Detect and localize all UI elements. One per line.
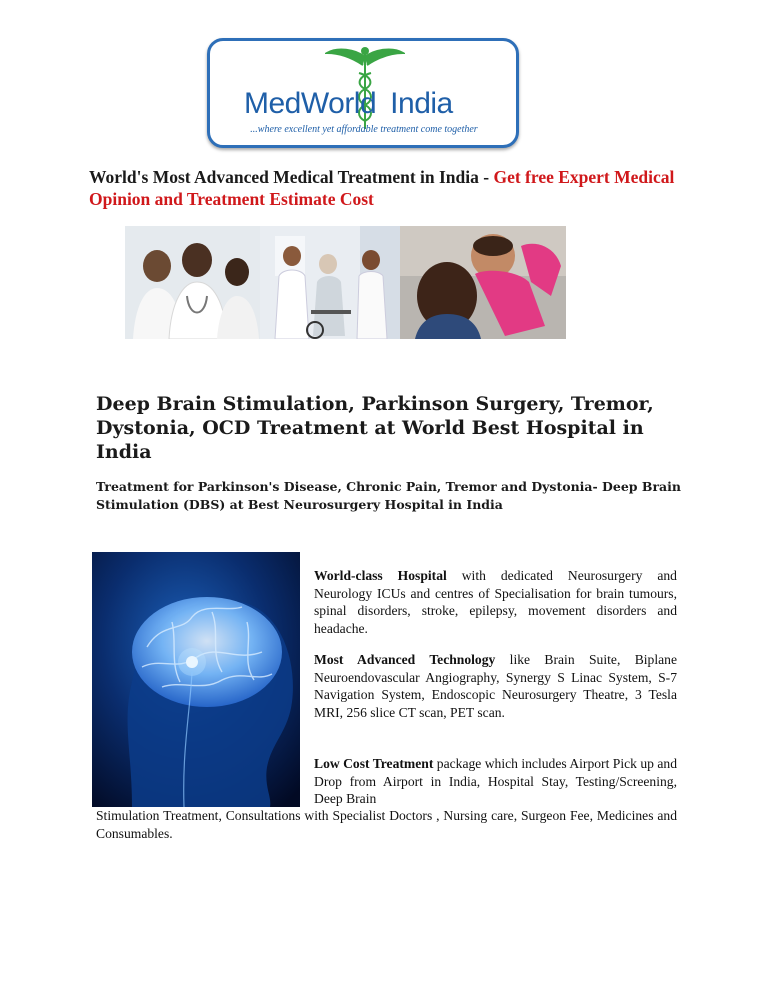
page-title: Deep Brain Stimulation, Parkinson Surgery, Tremor, Dystonia, OCD Treatment at World Best Hospital in India	[96, 393, 654, 463]
feature-lead: Most Advanced Technology	[314, 652, 496, 667]
page-headline	[89, 166, 689, 210]
feature-text: with dedicated Neurosurgery and Neurology ICUs and centres of Specialisation for brain tumours, spinal disorders, stroke, epilepsy, movement disorders and headache.	[314, 568, 677, 636]
doctors-patients-photo-strip	[125, 226, 566, 339]
feature-low-cost-treatment	[314, 755, 677, 808]
feature-advanced-technology	[314, 651, 677, 721]
brain-scan-image	[92, 552, 300, 807]
logo-tagline: ...where excellent yet affordable treatment come together	[250, 124, 478, 135]
page-subtitle: Treatment for Parkinson's Disease, Chronic Pain, Tremor and Dystonia- Deep Brain Stimulation (DBS) at Best Neurosurgery Hospital in India	[96, 479, 681, 512]
headline-dark-text: World's Most Advanced Medical Treatment in India -	[89, 167, 494, 187]
patient-care-photo	[260, 226, 400, 339]
medworld-logo	[207, 38, 519, 148]
feature-lead: Low Cost Treatment	[314, 756, 434, 771]
feature-lead: World-class Hospital	[314, 568, 447, 583]
feature-low-cost-continuation: Stimulation Treatment, Consultations with Specialist Doctors , Nursing care, Surgeon Fee, Medicines and Consumables.	[96, 808, 677, 841]
father-baby-photo	[400, 226, 566, 339]
headline-red-text: Get free Expert Medical Opinion and Treatment Estimate Cost	[89, 167, 675, 209]
feature-text: package which includes Airport Pick up and Drop from Airport in India, Hospital Stay, Testing/Screening, Deep Brain	[314, 756, 677, 806]
feature-world-class-hospital	[314, 567, 677, 637]
feature-text: like Brain Suite, Biplane Neuroendovascular Angiography, Synergy S Linac System, S-7 Navigation System, Endoscopic Neurosurgery Theatre, 3 Tesla MRI, 256 slice CT scan, PET scan.	[314, 652, 677, 720]
doctors-photo	[125, 226, 260, 339]
logo-name-medworld: MedWorld	[244, 87, 377, 120]
logo-name	[244, 87, 453, 121]
logo-name-india: India	[390, 87, 453, 120]
